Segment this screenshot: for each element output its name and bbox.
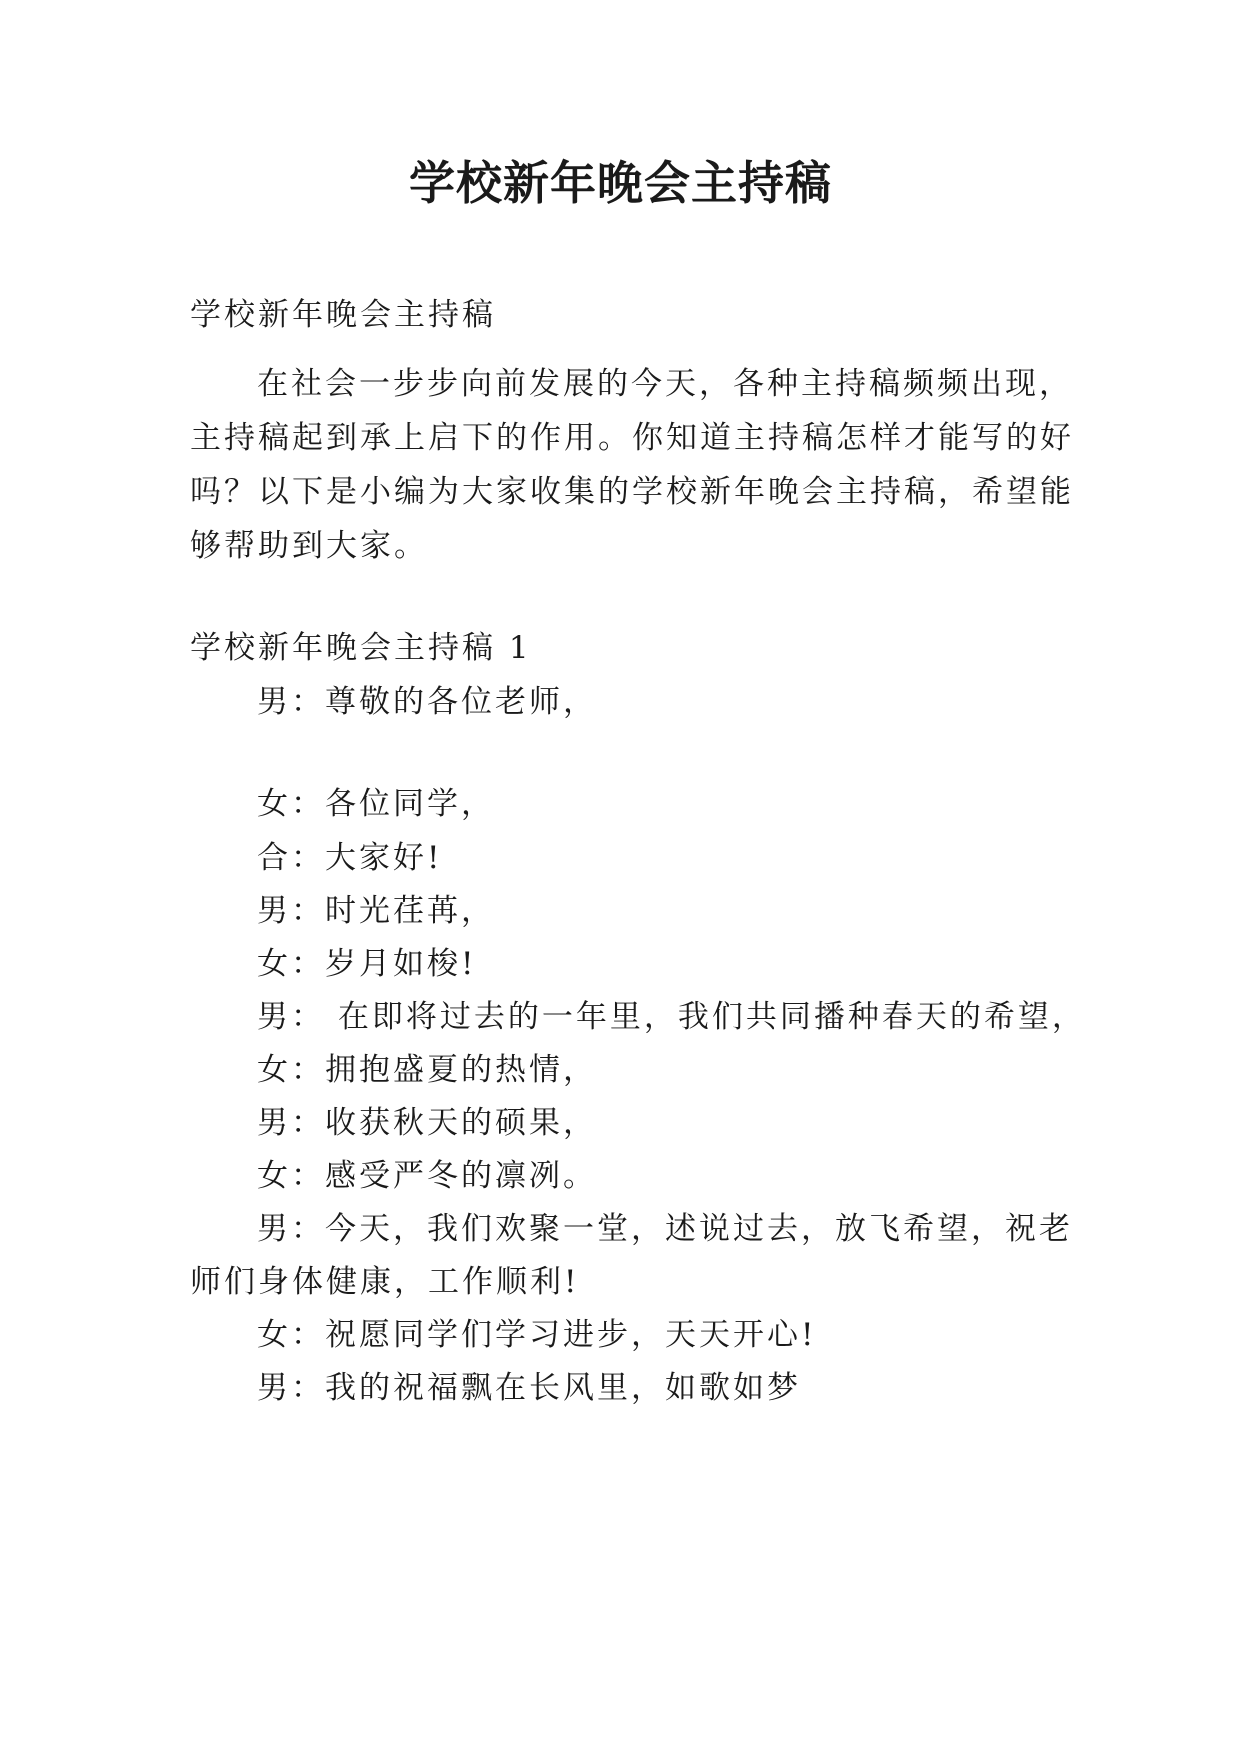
dialogue-line: 女：各位同学， bbox=[257, 786, 495, 822]
document-subtitle: 学校新年晚会主持稿 bbox=[190, 297, 496, 333]
intro-line: 吗？以下是小编为大家收集的学校新年晚会主持稿，希望能 bbox=[190, 474, 1074, 510]
dialogue-line: 男：收获秋天的硕果， bbox=[257, 1105, 597, 1141]
intro-line: 在社会一步步向前发展的今天，各种主持稿频频出现， bbox=[257, 366, 1073, 402]
dialogue-line: 女：拥抱盛夏的热情， bbox=[257, 1052, 597, 1088]
dialogue-line: 女：祝愿同学们学习进步，天天开心! bbox=[257, 1317, 817, 1353]
dialogue-line: 男： 在即将过去的一年里，我们共同播种春天的希望， bbox=[257, 999, 1086, 1035]
document-title: 学校新年晚会主持稿 bbox=[409, 156, 832, 210]
dialogue-line: 师们身体健康，工作顺利! bbox=[190, 1264, 580, 1300]
dialogue-line: 男：尊敬的各位老师， bbox=[257, 684, 597, 720]
dialogue-line: 男：今天，我们欢聚一堂，述说过去，放飞希望，祝老 bbox=[257, 1211, 1073, 1247]
dialogue-line: 女：岁月如梭! bbox=[257, 946, 477, 982]
section-heading: 学校新年晚会主持稿 1 bbox=[190, 630, 532, 666]
intro-line: 够帮助到大家。 bbox=[190, 528, 428, 564]
dialogue-line: 男：时光荏苒， bbox=[257, 893, 495, 929]
intro-line: 主持稿起到承上启下的作用。你知道主持稿怎样才能写的好 bbox=[190, 420, 1074, 456]
dialogue-line: 合：大家好! bbox=[257, 840, 443, 876]
dialogue-line: 男：我的祝福飘在长风里，如歌如梦 bbox=[257, 1370, 801, 1406]
dialogue-line: 女：感受严冬的凛冽。 bbox=[257, 1158, 597, 1194]
